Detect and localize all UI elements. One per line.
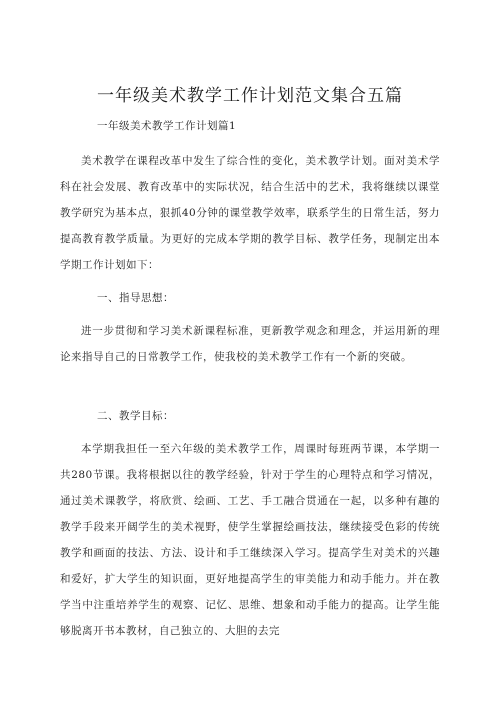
section-heading-teaching-goals: 二、教学目标： xyxy=(97,410,174,422)
document-title: 一年级美术教学工作计划范文集合五篇 xyxy=(97,86,403,106)
document-subtitle: 一年级美术教学工作计划篇1 xyxy=(97,120,237,132)
paragraph-teaching-goals: 本学期我担任一至六年级的美术教学工作，周课时每班两节课，本学期一共280节课。我将根据以往的教学经验，针对于学生的心理特点和学习情况，通过美术课教学，将欣赏、绘画、工艺、手工融合贯通在一起，以多种有趣的教学手段来开阔学生的美术视野，使学生掌握绘画技法，继续接受色彩的传统教学和画面的技法、方法、设计和手工继续深入学习。提高学生对美术的兴趣和爱好，扩大学生的知识面，更好地提高学生的审美能力和动手能力。并在教学当中注重培养学生的观察、记忆、思维、想象和动手能力的提高。让学生能够脱离开书本教材，自己独立的、大胆的去完 xyxy=(60,443,440,637)
paragraph-guiding-thought: 进一步贯彻和学习美术新课程标准，更新教学观念和理念，并运用新的理论来指导自己的日常教学工作，使我校的美术教学工作有一个新的突破。 xyxy=(60,325,440,363)
section-heading-guiding-thought: 一、指导思想： xyxy=(97,292,174,304)
paragraph-intro: 美术教学在课程改革中发生了综合性的变化，美术教学计划。面对美术学科在社会发展、教育改革中的实际状况，结合生活中的艺术，我将继续以课堂教学研究为基本点，狠抓40分钟的课堂教学效率，联系学生的日常生活，努力提高教育教学质量。为更好的完成本学期的教学目标、教学任务，现制定出本学期工作计划如下： xyxy=(60,155,440,271)
